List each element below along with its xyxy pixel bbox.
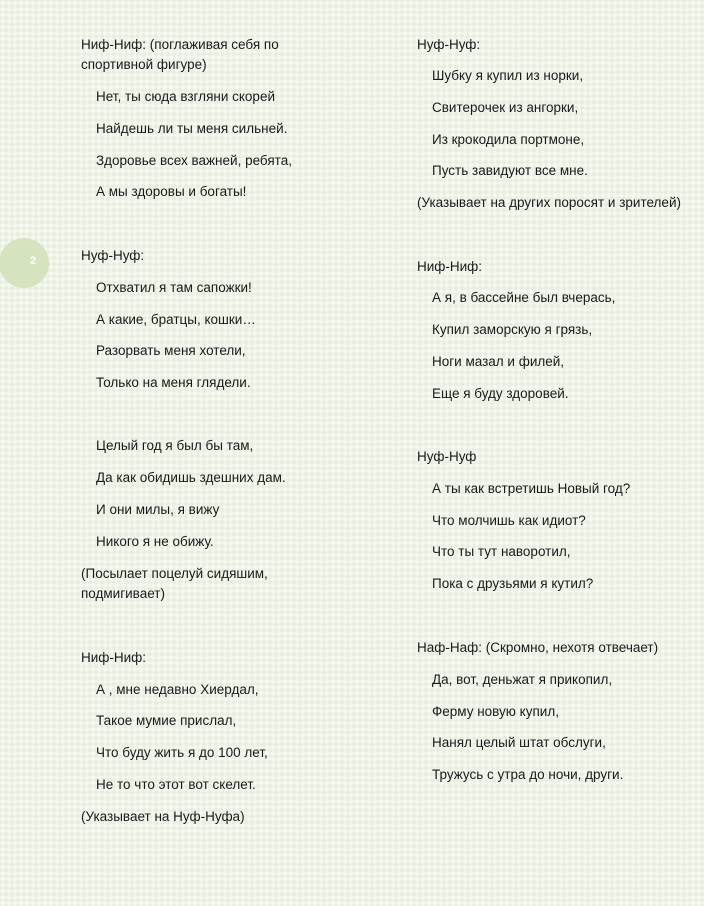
right-line: Пока с друзьями я кутил?: [432, 576, 594, 591]
left-line: Нуф-Нуф:: [81, 248, 145, 263]
right-line: Нуф-Нуф:: [417, 37, 481, 52]
right-line: Купил заморскую я грязь,: [432, 322, 593, 337]
left-line: (Посылает поцелуй сидяшим,: [81, 566, 268, 581]
page-number-badge: [0, 238, 49, 288]
right-line: Тружусь с утра до ночи, други.: [432, 767, 624, 782]
left-line: Ниф-Ниф:: [81, 650, 147, 665]
left-line: Разорвать меня хотели,: [96, 343, 246, 358]
right-line: Еще я буду здоровей.: [432, 386, 569, 401]
right-line: Нуф-Нуф: [417, 449, 477, 464]
right-line: Пусть завидуют все мне.: [432, 163, 588, 178]
left-line: Да как обидишь здешних дам.: [96, 470, 286, 485]
left-line: Ниф-Ниф: (поглаживая себя по: [81, 37, 279, 52]
left-line: (Указывает на Нуф-Нуфа): [81, 809, 245, 824]
left-line: Нет, ты сюда взгляни скорей: [96, 89, 275, 104]
right-line: А я, в бассейне был вчерась,: [432, 290, 616, 305]
left-line: Целый год я был бы там,: [96, 438, 254, 453]
right-line: Что ты тут наворотил,: [432, 544, 571, 559]
right-line: Шубку я купил из норки,: [432, 68, 584, 83]
right-line: Что молчишь как идиот?: [432, 513, 586, 528]
left-line: Такое мумие прислал,: [96, 713, 237, 728]
right-line: Наф-Наф: (Скромно, нехотя отвечает): [417, 640, 659, 655]
left-line: А , мне недавно Хиердал,: [96, 682, 259, 697]
right-line: Свитерочек из ангорки,: [432, 100, 579, 115]
left-line: спортивной фигуре): [81, 57, 207, 72]
left-line: Никого я не обижу.: [96, 534, 214, 549]
left-line: Найдешь ли ты меня сильней.: [96, 121, 288, 136]
left-line: Отхватил я там сапожки!: [96, 280, 252, 295]
right-line: (Указывает на других поросят и зрителей): [417, 195, 681, 210]
right-line: А ты как встретишь Новый год?: [432, 481, 631, 496]
page-number: 2: [30, 255, 37, 267]
right-line: Из крокодила портмоне,: [432, 132, 585, 147]
right-line: Нанял целый штат обслуги,: [432, 735, 606, 750]
left-line: Только на меня глядели.: [96, 375, 251, 390]
left-line: А какие, братцы, кошки…: [96, 312, 256, 327]
right-line: Ниф-Ниф:: [417, 259, 483, 274]
left-line: Не то что этот вот скелет.: [96, 777, 256, 792]
right-line: Да, вот, деньжат я прикопил,: [432, 672, 613, 687]
right-line: Ферму новую купил,: [432, 704, 559, 719]
left-line: Здоровье всех важней, ребята,: [96, 153, 292, 168]
left-line: подмигивает): [81, 586, 165, 601]
right-line: Ноги мазал и филей,: [432, 354, 565, 369]
left-line: А мы здоровы и богаты!: [96, 184, 247, 199]
left-line: И они милы, я вижу: [96, 502, 220, 517]
left-line: Что буду жить я до 100 лет,: [96, 745, 268, 760]
